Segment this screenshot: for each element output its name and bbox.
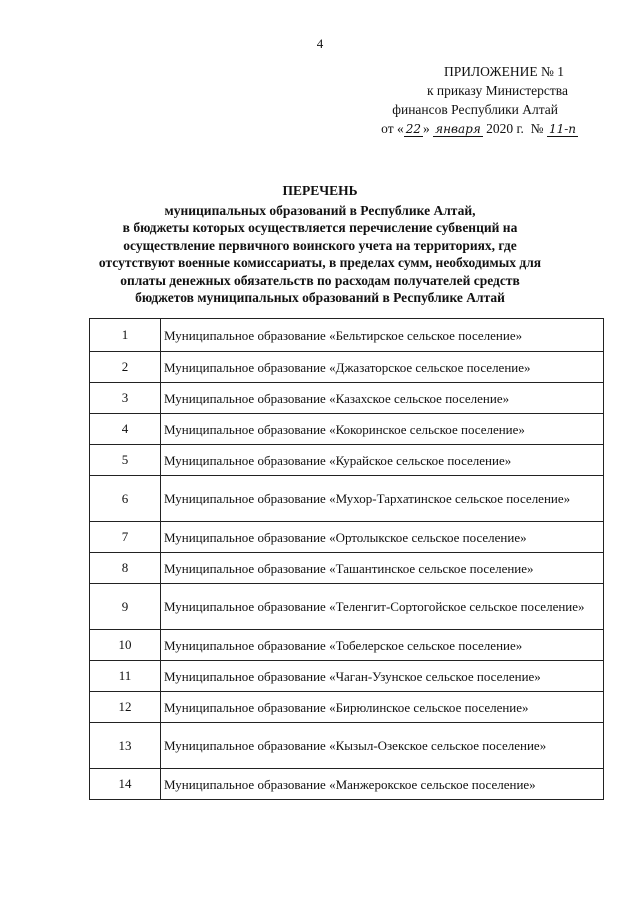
row-number: 13 — [90, 723, 161, 769]
appendix-block — [318, 62, 578, 139]
table-row — [90, 692, 604, 723]
row-number: 5 — [90, 445, 161, 476]
table-row — [90, 661, 604, 692]
table-row — [90, 553, 604, 584]
subtitle-line: в бюджеты которых осуществляется перечисление субвенций на — [122, 220, 518, 235]
order-number-prefix: № — [530, 121, 544, 136]
date-month: января — [435, 122, 481, 136]
row-name: Муниципальное образование «Ташантинское сельское поселение» — [161, 553, 604, 584]
row-name: Муниципальное образование «Кызыл-Озекское сельское поселение» — [161, 723, 604, 769]
row-number: 11 — [90, 661, 161, 692]
row-name: Муниципальное образование «Мухор-Тархатинское сельское поселение» — [161, 476, 604, 522]
row-name: Муниципальное образование «Манжерокское сельское поселение» — [161, 769, 604, 800]
subtitle-line: отсутствуют военные комиссариаты, в пределах сумм, необходимых для — [98, 255, 542, 270]
table-row — [90, 630, 604, 661]
row-number: 14 — [90, 769, 161, 800]
row-number: 7 — [90, 522, 161, 553]
row-number: 9 — [90, 584, 161, 630]
row-number: 4 — [90, 414, 161, 445]
row-name: Муниципальное образование «Теленгит-Сортогойское сельское поселение» — [161, 584, 604, 630]
table-row — [90, 319, 604, 352]
row-name: Муниципальное образование «Казахское сельское поселение» — [161, 383, 604, 414]
appendix-ministry-line: финансов Республики Алтай — [392, 102, 558, 117]
table-row — [90, 414, 604, 445]
row-number: 3 — [90, 383, 161, 414]
row-name: Муниципальное образование «Кокоринское сельское поселение» — [161, 414, 604, 445]
row-number: 12 — [90, 692, 161, 723]
subtitle-line: оплаты денежных обязательств по расходам получателей средств — [120, 272, 520, 288]
subtitle-line: осуществление первичного воинского учета на территориях, где — [123, 237, 517, 253]
table-row — [90, 383, 604, 414]
row-number: 1 — [90, 319, 161, 352]
date-mid: » — [423, 121, 430, 136]
order-number: 11-п — [548, 122, 576, 136]
table-row — [90, 445, 604, 476]
table-row — [90, 769, 604, 800]
row-number: 6 — [90, 476, 161, 522]
table-row — [90, 522, 604, 553]
date-year: 2020 г. — [486, 121, 524, 136]
appendix-date-line — [318, 119, 578, 139]
municipalities-table — [89, 318, 604, 800]
row-name: Муниципальное образование «Чаган-Узунское сельское поселение» — [161, 661, 604, 692]
row-name: Муниципальное образование «Бельтирское сельское поселение» — [161, 319, 604, 352]
row-name: Муниципальное образование «Тобелерское сельское поселение» — [161, 630, 604, 661]
subtitle-line: муниципальных образований в Республике Алтай, — [164, 202, 476, 218]
appendix-title: ПРИЛОЖЕНИЕ № 1 — [443, 64, 564, 79]
document-heading: ПЕРЕЧЕНЬ — [282, 183, 358, 198]
row-name: Муниципальное образование «Бирюлинское сельское поселение» — [161, 692, 604, 723]
row-name: Муниципальное образование «Ортолыкское сельское поселение» — [161, 522, 604, 553]
row-number: 10 — [90, 630, 161, 661]
appendix-order-line: к приказу Министерства — [426, 83, 568, 98]
table-row — [90, 584, 604, 630]
table-row — [90, 723, 604, 769]
subtitle-line: бюджетов муниципальных образований в Республике Алтай — [135, 290, 505, 305]
date-prefix: от « — [381, 121, 404, 136]
document-title-block — [40, 182, 600, 307]
row-name: Муниципальное образование «Курайское сельское поселение» — [161, 445, 604, 476]
row-name: Муниципальное образование «Джазаторское сельское поселение» — [161, 352, 604, 383]
date-day: 22 — [405, 122, 422, 136]
row-number: 2 — [90, 352, 161, 383]
table-row — [90, 352, 604, 383]
row-number: 8 — [90, 553, 161, 584]
table-row — [90, 476, 604, 522]
page-number: 4 — [316, 36, 324, 51]
